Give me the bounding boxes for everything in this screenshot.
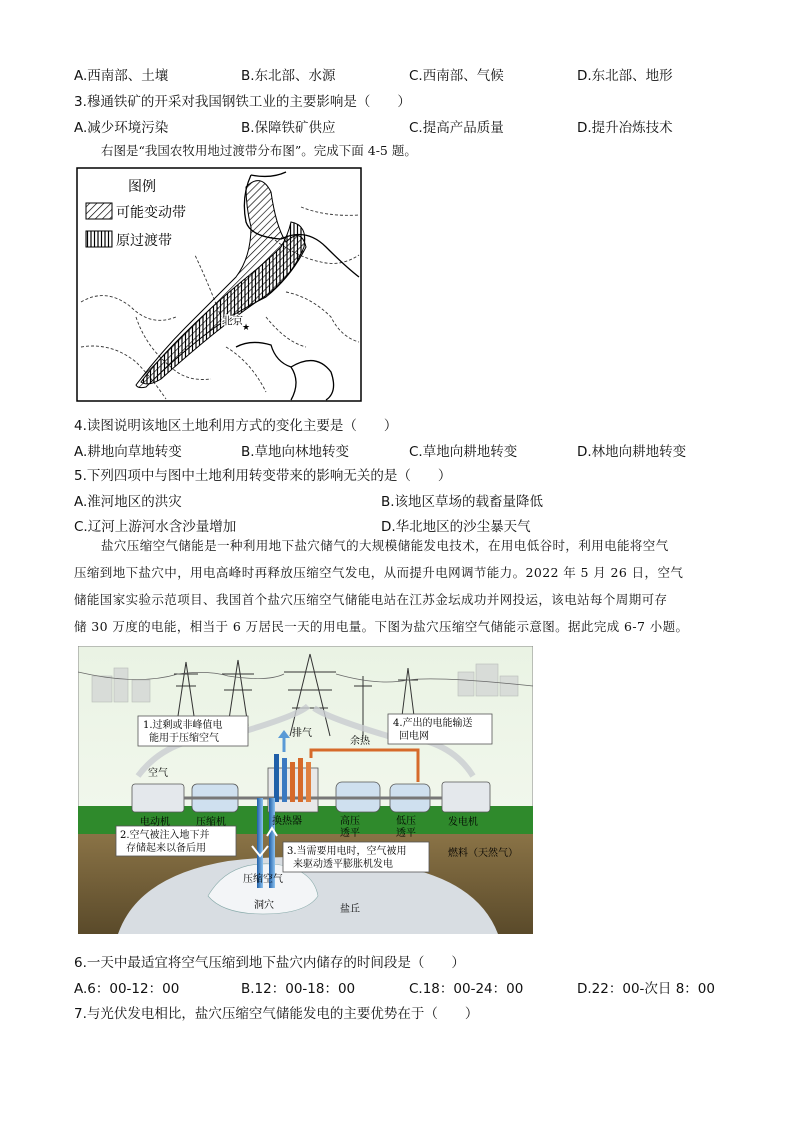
q5-option-d: D.华北地区的沙尘暴天气 — [381, 519, 531, 535]
passage-line-3: 储能国家实验示范项目、我国首个盐穴压缩空气储能电站在江苏金坛成功并网投运，该电站每个周期可存 — [74, 592, 668, 607]
diagram-box3-line1: 3.当需要用电时，空气被用 — [287, 846, 407, 857]
diagram-heat-exchanger: 换热器 — [272, 816, 302, 827]
q2-option-b: B.东北部、水源 — [241, 68, 336, 84]
diagram-exhaust: 排气 — [292, 728, 312, 739]
diagram-box3-line2: 来驱动透平膨胀机发电 — [293, 859, 393, 870]
diagram-lp-turbine-1: 低压 — [396, 816, 416, 827]
diagram-compressed-air: 压缩空气 — [243, 874, 283, 885]
diagram-box1-line1: 1.过剩或非峰值电 — [143, 720, 223, 731]
q5-option-a: A.淮河地区的洪灾 — [74, 494, 182, 510]
diagram-salt-dome: 盐丘 — [340, 904, 360, 915]
diagram-box4-line1: 4.产出的电能输送 — [393, 718, 473, 729]
diagram-motor: 电动机 — [140, 817, 170, 828]
q4-option-a: A.耕地向草地转变 — [74, 444, 182, 460]
map-city-beijing: 北京 — [222, 315, 243, 327]
q6-option-c: C.18：00-24：00 — [409, 981, 524, 997]
q3-option-b: B.保障铁矿供应 — [241, 120, 336, 136]
map-legend-original-belt: 原过渡带 — [116, 233, 172, 249]
diagram-fuel: 燃料（天然气） — [448, 848, 518, 859]
diagram-hp-turbine-2: 透平 — [340, 828, 360, 839]
diagram-compressor: 压缩机 — [196, 817, 226, 828]
q7-stem: 7.与光伏发电相比，盐穴压缩空气储能发电的主要优势在于（ ） — [74, 1006, 479, 1022]
intro-4-5: 右图是“我国农牧用地过渡带分布图”。完成下面 4-5 题。 — [101, 143, 417, 158]
q6-option-b: B.12：00-18：00 — [241, 981, 356, 997]
q4-option-d: D.林地向耕地转变 — [577, 444, 687, 460]
q6-option-d: D.22：00-次日 8：00 — [577, 981, 715, 997]
diagram-air: 空气 — [148, 768, 168, 779]
map-legend-title: 图例 — [128, 179, 156, 195]
svg-text:★: ★ — [242, 323, 251, 333]
diagram-lp-turbine-2: 透平 — [396, 828, 416, 839]
transition-zone-map — [76, 167, 362, 402]
q4-option-c: C.草地向耕地转变 — [409, 444, 518, 460]
q4-stem: 4.读图说明该地区土地利用方式的变化主要是（ ） — [74, 418, 398, 434]
map-legend-change-belt: 可能变动带 — [116, 205, 186, 221]
q3-option-a: A.减少环境污染 — [74, 120, 169, 136]
diagram-waste-heat: 余热 — [350, 736, 370, 747]
diagram-box2-line1: 2.空气被注入地下并 — [120, 830, 210, 841]
diagram-box1-line2: 能用于压缩空气 — [149, 733, 219, 744]
diagram-hp-turbine-1: 高压 — [340, 816, 360, 827]
q6-stem: 6.一天中最适宜将空气压缩到地下盐穴内储存的时间段是（ ） — [74, 955, 465, 971]
diagram-generator: 发电机 — [448, 817, 478, 828]
q2-option-d: D.东北部、地形 — [577, 68, 673, 84]
q2-option-c: C.西南部、气候 — [409, 68, 504, 84]
q3-option-d: D.提升冶炼技术 — [577, 120, 673, 136]
passage-line-2: 压缩到地下盐穴中，用电高峰时再释放压缩空气发电，从而提升电网调节能力。2022 年 5 月 26 日，空气 — [74, 565, 684, 580]
diagram-cavern: 洞穴 — [254, 900, 274, 911]
passage-6-7 — [74, 532, 722, 640]
q5-stem: 5.下列四项中与图中土地利用转变带来的影响无关的是（ ） — [74, 468, 452, 484]
passage-line-1: 盐穴压缩空气储能是一种利用地下盐穴储气的大规模储能发电技术，在用电低谷时，利用电能将空气 — [101, 538, 669, 553]
q5-option-b: B.该地区草场的载畜量降低 — [381, 494, 544, 510]
q2-option-a: A.西南部、土壤 — [74, 68, 169, 84]
q3-stem: 3.穆通铁矿的开采对我国钢铁工业的主要影响是（ ） — [74, 94, 411, 110]
passage-line-4: 储 30 万度的电能，相当于 6 万居民一天的用电量。下图为盐穴压缩空气储能示意图。据此完成 6-7 小题。 — [74, 619, 689, 634]
diagram-box2-line2: 存储起来以备后用 — [126, 843, 206, 854]
q3-option-c: C.提高产品质量 — [409, 120, 504, 136]
diagram-box4-line2: 回电网 — [399, 731, 429, 742]
q5-option-c: C.辽河上游河水含沙量增加 — [74, 519, 237, 535]
salt-cavern-storage-diagram — [78, 646, 533, 934]
q6-option-a: A.6：00-12：00 — [74, 981, 180, 997]
q4-option-b: B.草地向林地转变 — [241, 444, 350, 460]
